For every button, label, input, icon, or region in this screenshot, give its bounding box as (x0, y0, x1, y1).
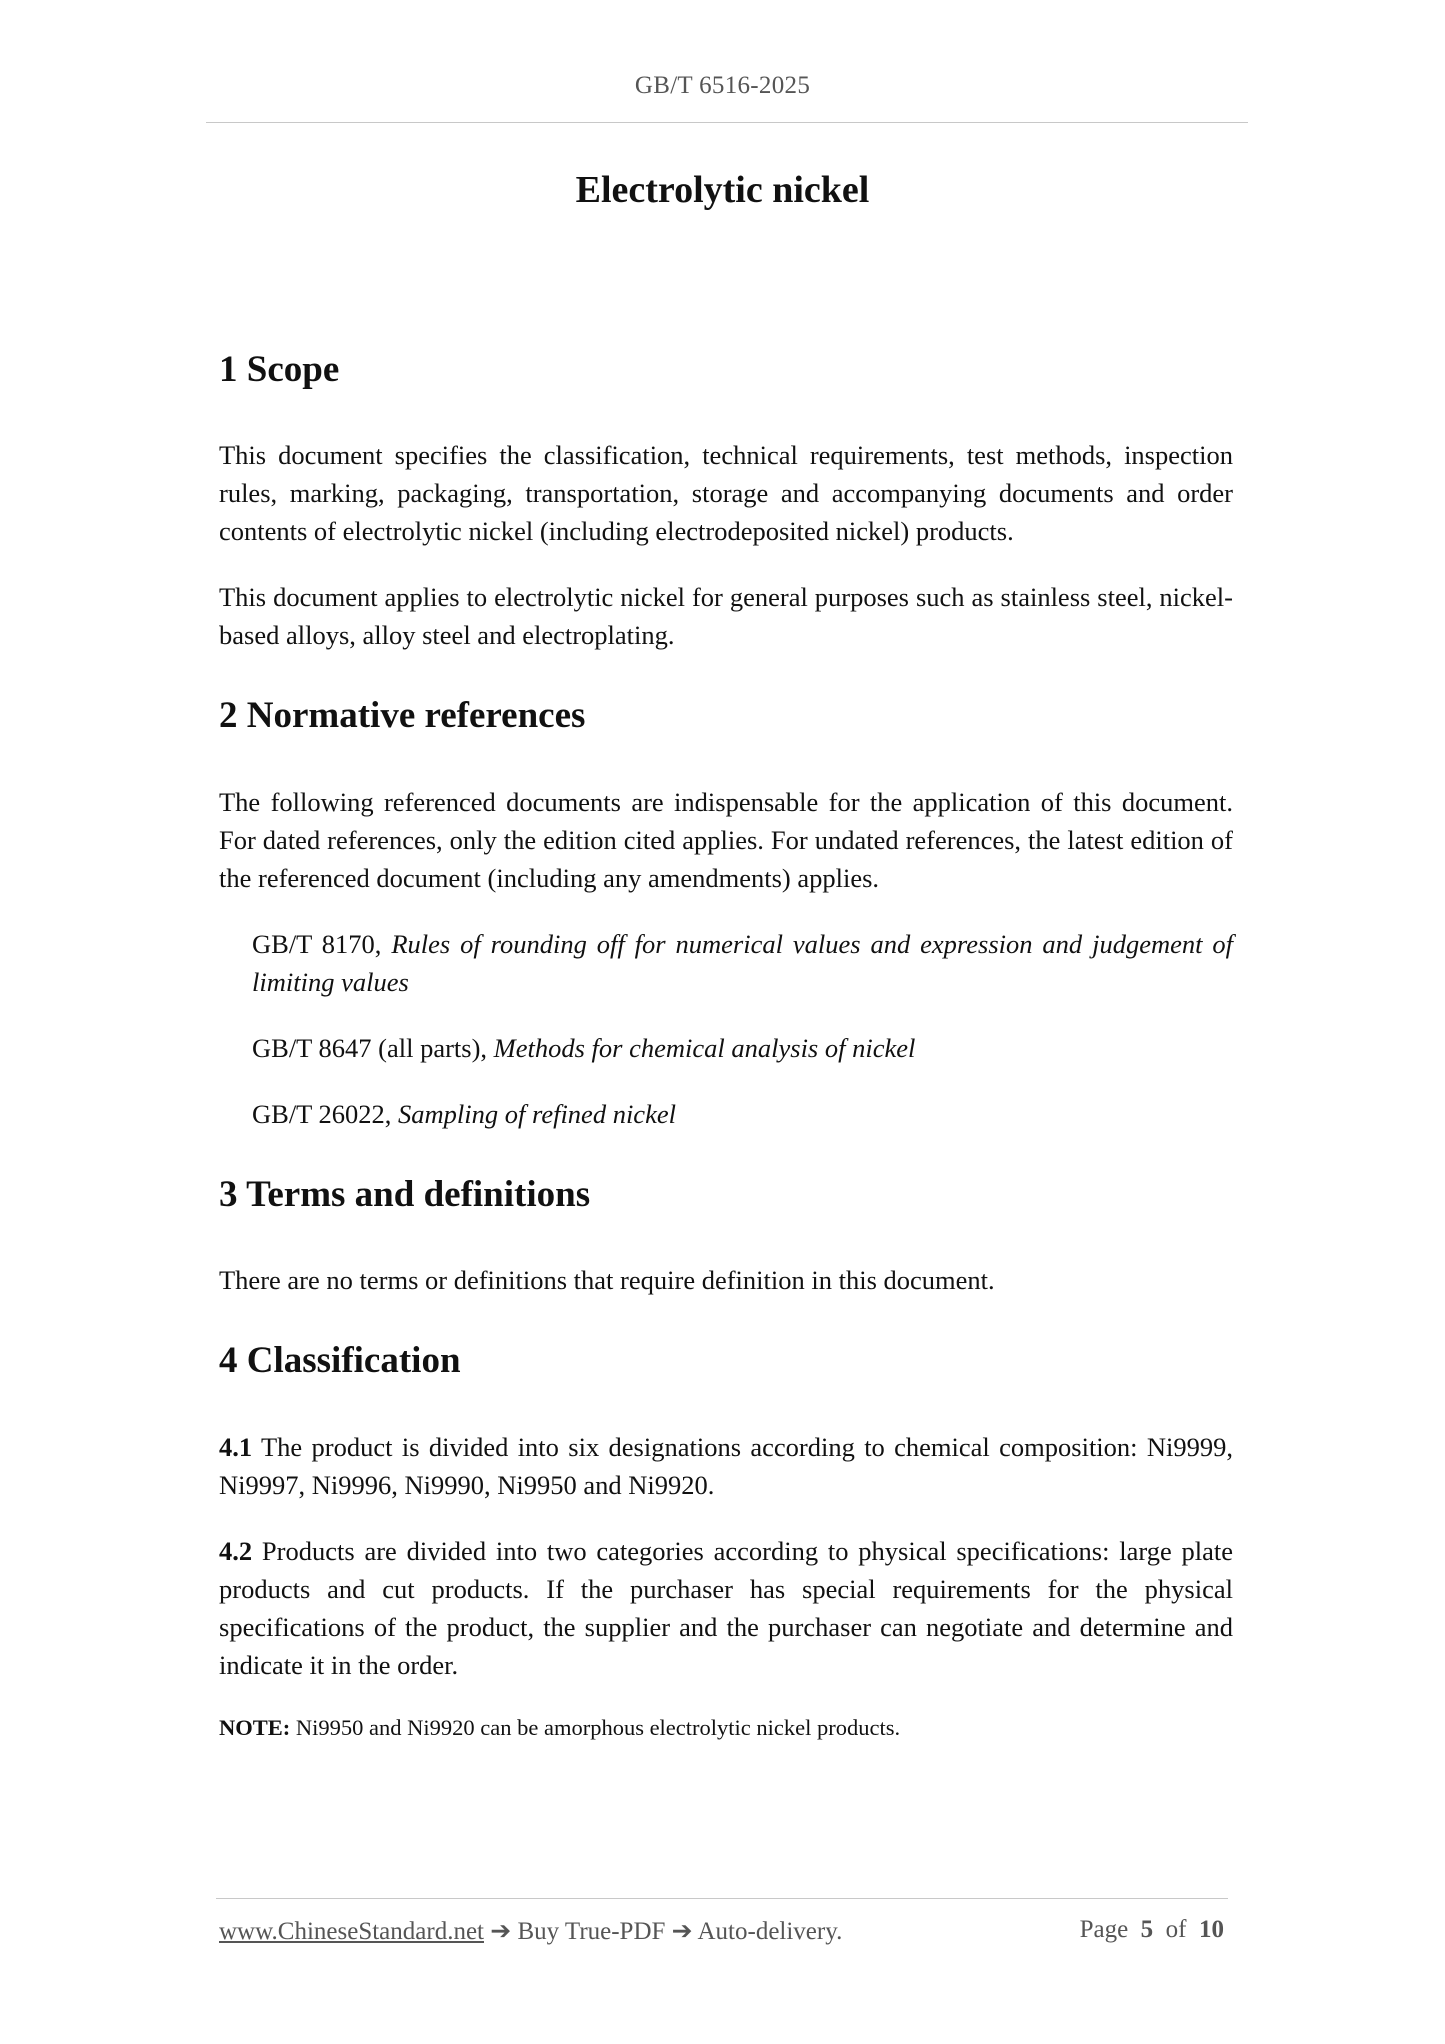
reference-code: GB/T 26022, (252, 1098, 392, 1129)
page-number (1080, 1916, 1224, 1946)
section-heading-classification: 4 Classification (219, 1340, 461, 1382)
scope-paragraph-2: This document applies to electrolytic nickel for general purposes such as stainless steel, nickel-based alloys, alloy steel and electroplating. (219, 582, 1233, 651)
clause-number: 4.1 (219, 1431, 253, 1462)
clause-number: 4.2 (219, 1535, 253, 1566)
note-label: NOTE: (219, 1714, 291, 1740)
normative-paragraph: The following referenced documents are indispensable for the application of this document. For dated references, only the edition cited applies. For undated references, the latest edition of the referenced document (including any amendments) applies. (219, 786, 1233, 893)
clause-text: Products are divided into two categories according to physical specifications: large plate products and cut products. If the purchaser has special requirements for the physical specifications of the product, the supplier and the purchaser can negotiate and determine and indicate it in the order. (219, 1535, 1233, 1680)
note-text: Ni9950 and Ni9920 can be amorphous electrolytic nickel products. (290, 1714, 901, 1740)
clause-text: The product is divided into six designations according to chemical composition: Ni9999, Ni9997, Ni9996, Ni9990, Ni9950 and Ni9920. (219, 1431, 1233, 1500)
section-heading-scope: 1 Scope (219, 349, 340, 390)
scope-paragraph-1: This document specifies the classification, technical requirements, test methods, inspection rules, marking, packaging, transportation, storage and accompanying documents and order contents of electrolytic nickel (including electrodeposited nickel) products. (219, 440, 1233, 547)
header-divider (206, 122, 1248, 123)
document-title: Electrolytic nickel (575, 169, 870, 211)
document-body (219, 348, 1233, 1744)
footer-promo (219, 1916, 842, 1946)
page-total: 10 (1199, 1916, 1224, 1943)
reference-code: GB/T 8647 (all parts), (252, 1032, 488, 1063)
footer-promo-text: ➔ Buy True-PDF ➔ Auto-delivery. (484, 1918, 843, 1945)
reference-title: Sampling of refined nickel (398, 1098, 676, 1129)
footer-divider (216, 1898, 1228, 1899)
page-footer (219, 1916, 1224, 1946)
clause-4-2 (219, 1532, 1233, 1684)
reference-title: Rules of rounding off for numerical values and expression and judgement of limiting values (252, 928, 1234, 997)
classification-note (219, 1712, 1233, 1744)
page-current: 5 (1140, 1916, 1154, 1943)
terms-paragraph: There are no terms or definitions that require definition in this document. (219, 1265, 995, 1296)
page-label: Page (1079, 1916, 1129, 1943)
reference-item (252, 925, 1233, 1001)
website-link[interactable]: www.ChineseStandard.net (219, 1918, 484, 1945)
reference-item (252, 1029, 1233, 1067)
clause-4-1 (219, 1428, 1233, 1504)
page-of: of (1165, 1916, 1187, 1943)
reference-item (252, 1095, 1233, 1133)
reference-title: Methods for chemical analysis of nickel (493, 1032, 916, 1063)
reference-code: GB/T 8170, (252, 928, 382, 959)
section-heading-normative-references: 2 Normative references (219, 695, 586, 737)
section-heading-terms: 3 Terms and definitions (219, 1173, 591, 1215)
running-header: GB/T 6516-2025 (634, 72, 811, 99)
